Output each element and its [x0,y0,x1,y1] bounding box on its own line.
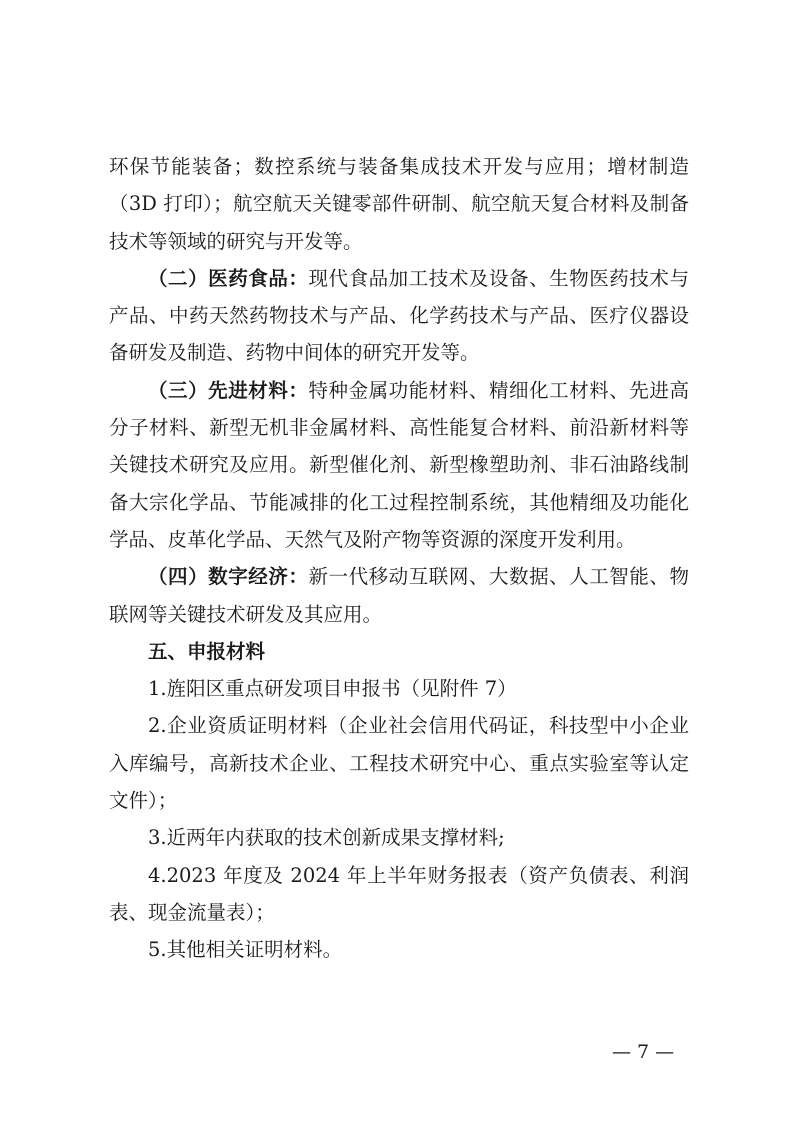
list-item: 5.其他相关证明材料。 [148,938,343,962]
section-text: 新一代移动互联网、大数据、人工智能、物联网等关键技术研发及其应用。 [109,565,689,626]
section-heading: 五、申报材料 [148,639,266,663]
section-text: 现代食品加工技术及设备、生物医药技术与产品、中药天然药物技术与产品、化学药技术与产品、医疗仪器设备研发及制造、药物中间体的研究开发等。 [109,266,689,365]
section-digital-economy [109,558,689,633]
list-item: 2.企业资质证明材料（企业社会信用代码证，科技型中小企业入库编号，高新技术企业、工程技术研究中心、重点实验室等认定文件）； [109,714,689,813]
section-medicine-food [109,260,689,372]
list-item: 4.2023 年度及 2024 年上半年财务报表（资产负债表、利润表、现金流量表）； [109,863,689,924]
section-label: （二）医药食品： [148,266,309,290]
section-label: （三）先进材料： [148,378,309,402]
section-advanced-materials [109,372,689,558]
page-number: — 7 — [612,1041,675,1063]
section-text: 特种金属功能材料、精细化工材料、先进高分子材料、新型无机非金属材料、高性能复合材料、前沿新材料等关键技术研究及应用。新型催化剂、新型橡塑助剂、非石油路线制备大宗化学品、节能减排的化工过程控制系统，其他精细及功能化学品、皮革化学品、天然气及附产物等资源的深度开发利用。 [109,378,689,551]
list-item: 1.旌阳区重点研发项目申报书（见附件 7） [148,677,517,701]
body-text [109,148,689,969]
section-label: （四）数字经济： [148,565,309,589]
intro-paragraph: 环保节能装备；数控系统与装备集成技术开发与应用；增材制造（3D 打印）；航空航天关键零部件研制、航空航天复合材料及制备技术等领域的研究与开发等。 [109,155,689,253]
list-item: 3.近两年内获取的技术创新成果支撑材料; [148,826,505,850]
